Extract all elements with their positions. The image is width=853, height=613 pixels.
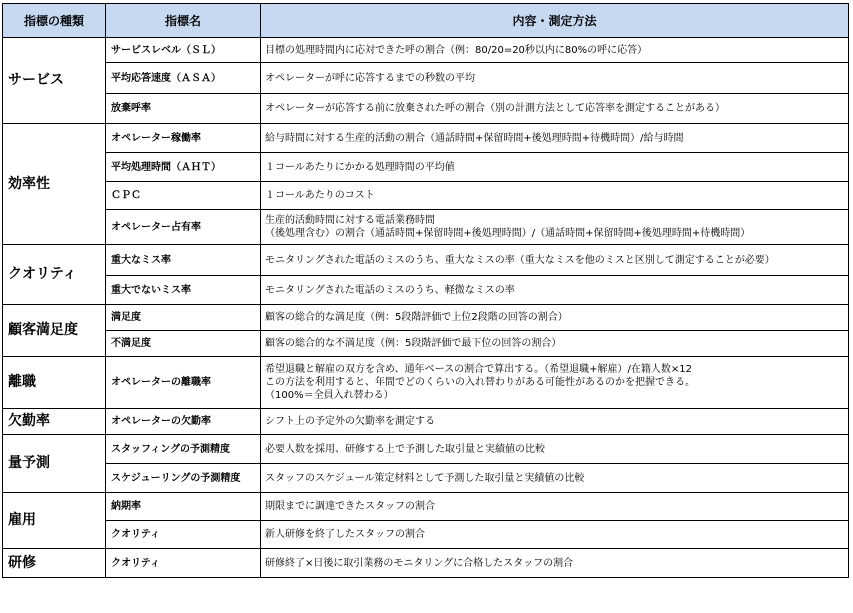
metric-description: 期限までに調達できたスタッフの割合 — [261, 493, 849, 521]
header-row — [3, 4, 849, 38]
category-training: 研修 — [3, 549, 106, 578]
header-metric: 指標名 — [106, 4, 261, 38]
description-line: 生産的活動時間に対する電話業務時間 — [265, 215, 435, 226]
category-turnover: 離職 — [3, 357, 106, 409]
header-category: 指標の種類 — [3, 4, 106, 38]
metric-description: モニタリングされた電話のミスのうち、軽微なミスの率 — [261, 276, 849, 305]
metric-name: スケジューリングの予測精度 — [106, 464, 261, 493]
table-row — [3, 331, 849, 357]
metric-name: 平均処理時間（ＡＨＴ） — [106, 153, 261, 182]
metric-description: 新人研修を終了したスタッフの割合 — [261, 521, 849, 549]
category-forecast: 量予測 — [3, 435, 106, 493]
metric-description: 必要人数を採用、研修する上で予測した取引量と実績値の比較 — [261, 435, 849, 464]
description-line: 希望退職と解雇の双方を含め、通年ベースの割合で算出する。（希望退職+解雇）/在籍人数×12 — [265, 364, 692, 375]
description-line: （100%＝全員入れ替わる） — [265, 390, 394, 401]
table-row — [3, 409, 849, 435]
table-row — [3, 305, 849, 331]
metric-name: 重大なミス率 — [106, 245, 261, 276]
category-service: サービス — [3, 38, 106, 124]
table-row — [3, 38, 849, 63]
table-row — [3, 182, 849, 210]
metric-name: 満足度 — [106, 305, 261, 331]
description-line: （後処理含む）の割合（通話時間+保留時間+後処理時間）/（通話時間+保留時間+後処理時間+待機時間） — [265, 228, 751, 239]
description-line: この方法を利用すると、年間でどのくらいの入れ替わりがある可能性があるのかを把握できる。 — [265, 377, 695, 388]
metric-description: 目標の処理時間内に応対できた呼の割合（例：80/20=20秒以内に80%の呼に応答） — [261, 38, 849, 63]
category-satisfaction: 顧客満足度 — [3, 305, 106, 357]
table-row — [3, 276, 849, 305]
kpi-table — [2, 3, 849, 578]
metric-name: オペレーター占有率 — [106, 210, 261, 245]
metric-description: オペレーターが応答する前に放棄された呼の割合（別の計測方法として応答率を測定することがある） — [261, 94, 849, 124]
metric-description: シフト上の予定外の欠勤率を測定する — [261, 409, 849, 435]
metric-description: 研修終了×日後に取引業務のモニタリングに合格したスタッフの割合 — [261, 549, 849, 578]
metric-name: クオリティ — [106, 521, 261, 549]
header-description: 内容・測定方法 — [261, 4, 849, 38]
table-row — [3, 63, 849, 94]
table-row — [3, 245, 849, 276]
metric-description: スタッフのスケジュール策定材料として予測した取引量と実績値の比較 — [261, 464, 849, 493]
metric-description: オペレーターが呼に応答するまでの秒数の平均 — [261, 63, 849, 94]
metric-name: ＣＰＣ — [106, 182, 261, 210]
metric-name: 不満足度 — [106, 331, 261, 357]
metric-name: クオリティ — [106, 549, 261, 578]
table-row — [3, 435, 849, 464]
table-row — [3, 153, 849, 182]
metric-description: 顧客の総合的な満足度（例：5段階評価で上位2段階の回答の割合） — [261, 305, 849, 331]
category-efficiency: 効率性 — [3, 124, 106, 245]
metric-name: 放棄呼率 — [106, 94, 261, 124]
table-row — [3, 521, 849, 549]
table-row — [3, 493, 849, 521]
metric-name: 納期率 — [106, 493, 261, 521]
category-hiring: 雇用 — [3, 493, 106, 549]
table-row — [3, 464, 849, 493]
metric-description: １コールあたりにかかる処理時間の平均値 — [261, 153, 849, 182]
metric-name: オペレーター稼働率 — [106, 124, 261, 153]
metric-name: オペレーターの欠勤率 — [106, 409, 261, 435]
metric-name: 平均応答速度（ＡＳＡ） — [106, 63, 261, 94]
category-quality: クオリティ — [3, 245, 106, 305]
metric-description — [261, 357, 849, 409]
metric-name: オペレーターの離職率 — [106, 357, 261, 409]
table-row — [3, 549, 849, 578]
metric-name: 重大でないミス率 — [106, 276, 261, 305]
table-row — [3, 124, 849, 153]
table-row — [3, 94, 849, 124]
metric-description: モニタリングされた電話のミスのうち、重大なミスの率（重大なミスを他のミスと区別して測定することが必要） — [261, 245, 849, 276]
metric-description: 顧客の総合的な不満足度（例：5段階評価で最下位の回答の割合） — [261, 331, 849, 357]
table-row — [3, 357, 849, 409]
metric-description: 給与時間に対する生産的活動の割合（通話時間+保留時間+後処理時間+待機時間）/給与時間 — [261, 124, 849, 153]
metric-description: １コールあたりのコスト — [261, 182, 849, 210]
table-row — [3, 210, 849, 245]
metric-name: サービスレベル（ＳＬ） — [106, 38, 261, 63]
metric-name: スタッフィングの予測精度 — [106, 435, 261, 464]
category-absence: 欠勤率 — [3, 409, 106, 435]
metric-description — [261, 210, 849, 245]
